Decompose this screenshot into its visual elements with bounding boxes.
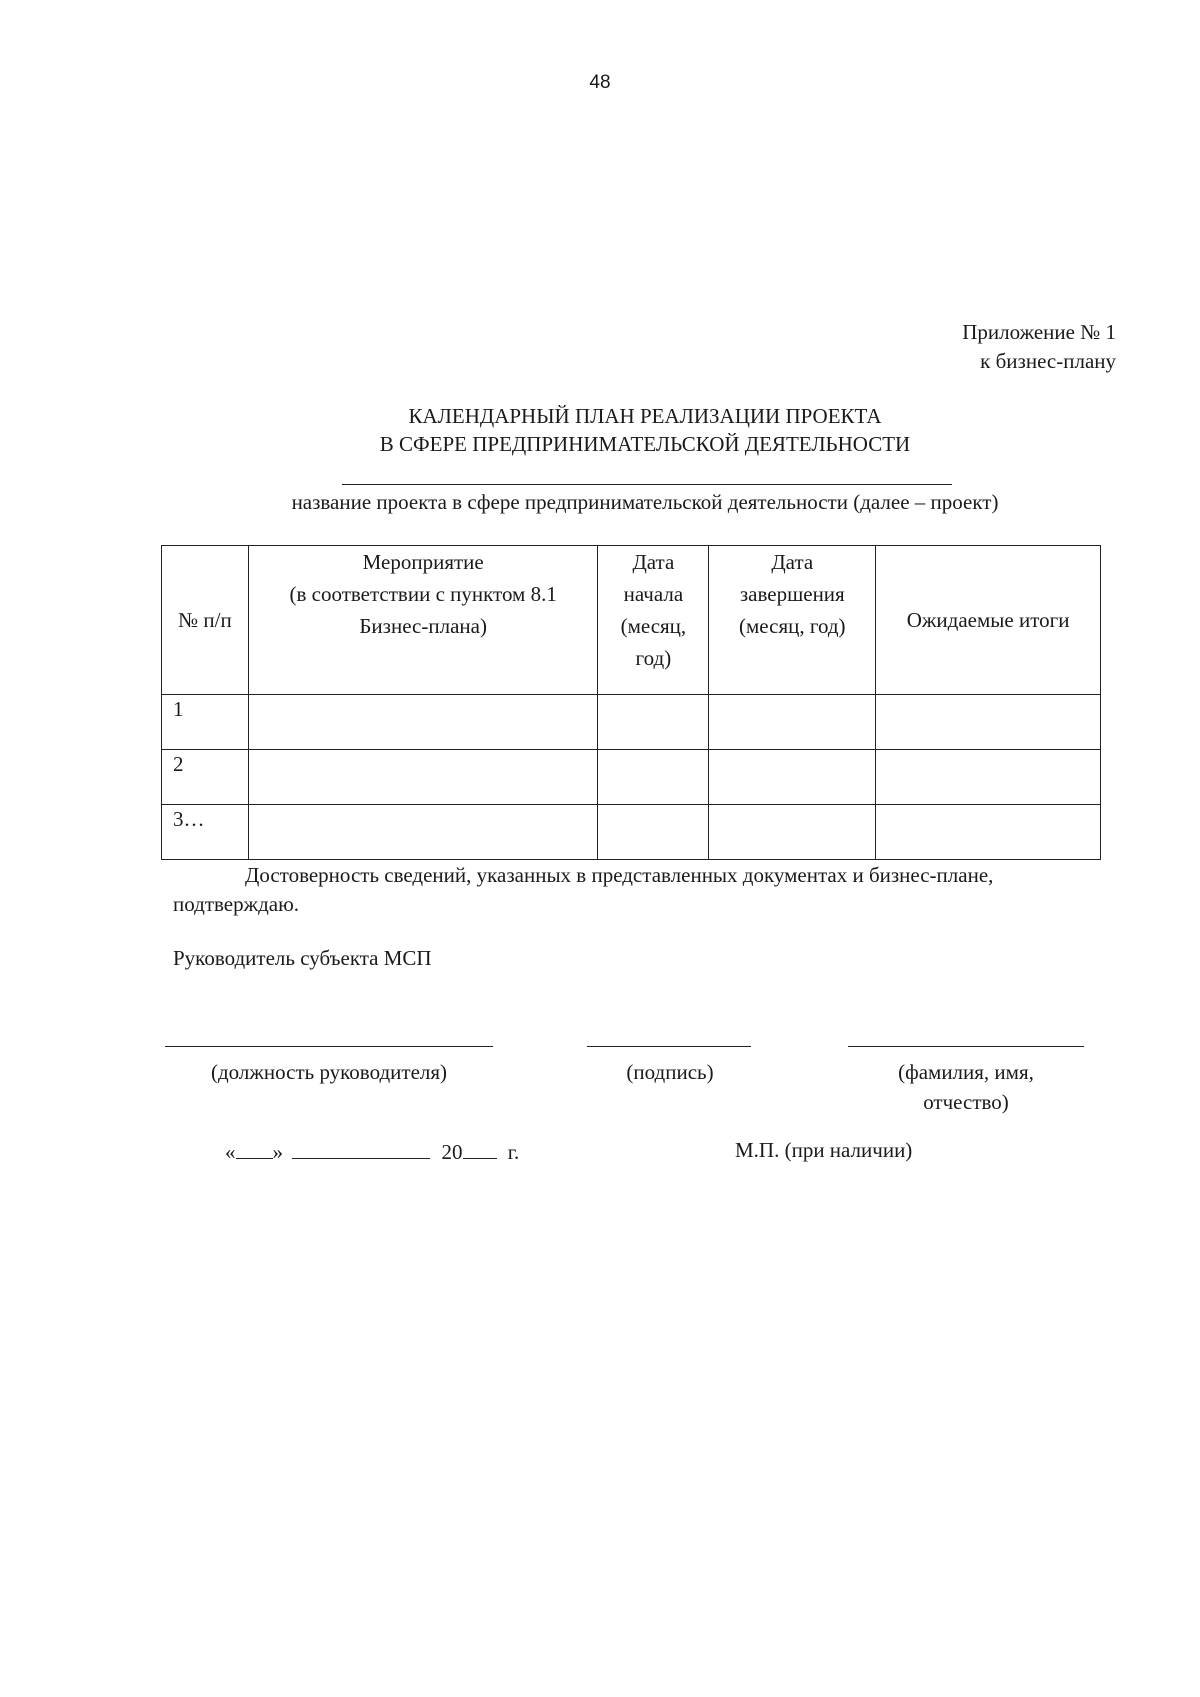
signature-line[interactable] — [587, 1046, 751, 1047]
stamp-label: М.П. (при наличии) — [735, 1138, 913, 1162]
event-cell[interactable] — [248, 695, 598, 750]
page-number: 48 — [589, 72, 611, 93]
results-cell[interactable] — [876, 805, 1101, 860]
start-date-cell[interactable] — [598, 750, 709, 805]
month-blank[interactable] — [292, 1138, 430, 1159]
header-start-date: Дата начала (месяц, год) — [598, 546, 709, 695]
certification-line-2: подтверждаю. — [173, 892, 300, 916]
event-cell[interactable] — [248, 805, 598, 860]
title-line-2: В СФЕРЕ ПРЕДПРИНИМАТЕЛЬСКОЙ ДЕЯТЕЛЬНОСТИ — [379, 432, 911, 456]
date-open-quote: « — [225, 1140, 236, 1164]
header-num: № п/п — [162, 546, 249, 695]
certification-statement — [173, 861, 1118, 919]
signature-caption: (подпись) — [626, 1060, 714, 1084]
results-cell[interactable] — [876, 750, 1101, 805]
position-signature-line[interactable] — [165, 1046, 493, 1047]
end-date-cell[interactable] — [709, 750, 876, 805]
date-field — [225, 1138, 519, 1165]
full-name-signature-line[interactable] — [848, 1046, 1084, 1047]
table-row — [162, 805, 1101, 860]
start-date-cell[interactable] — [598, 695, 709, 750]
table-row — [162, 750, 1101, 805]
row-number: 2 — [162, 750, 249, 805]
event-cell[interactable] — [248, 750, 598, 805]
row-number: 3… — [162, 805, 249, 860]
table-row — [162, 695, 1101, 750]
head-label: Руководитель субъекта МСП — [173, 946, 432, 970]
appendix-line-2: к бизнес-плану — [980, 349, 1116, 373]
appendix-label — [962, 318, 1116, 376]
year-suffix: г. — [507, 1140, 520, 1164]
table-header-row — [162, 546, 1101, 695]
full-name-caption-line-2: отчество) — [923, 1090, 1009, 1114]
header-results: Ожидаемые итоги — [876, 546, 1101, 695]
title-line-1: КАЛЕНДАРНЫЙ ПЛАН РЕАЛИЗАЦИИ ПРОЕКТА — [408, 404, 882, 428]
full-name-caption — [850, 1057, 1082, 1117]
date-close-quote: » — [272, 1140, 283, 1164]
calendar-plan-table — [161, 545, 1101, 860]
certification-line-1: Достоверность сведений, указанных в представленных документах и бизнес-плане, — [245, 863, 994, 887]
document-title — [0, 402, 1200, 458]
header-event: Мероприятие (в соответствии с пунктом 8.1 Бизнес-плана) — [248, 546, 598, 695]
row-number: 1 — [162, 695, 249, 750]
project-name-caption: название проекта в сфере предпринимательской деятельности (далее – проект) — [291, 490, 999, 514]
appendix-line-1: Приложение № 1 — [962, 320, 1116, 344]
position-caption: (должность руководителя) — [210, 1060, 448, 1084]
end-date-cell[interactable] — [709, 805, 876, 860]
results-cell[interactable] — [876, 695, 1101, 750]
full-name-caption-line-1: (фамилия, имя, — [898, 1060, 1034, 1084]
year-prefix: 20 — [441, 1140, 463, 1164]
day-blank[interactable] — [236, 1138, 273, 1159]
start-date-cell[interactable] — [598, 805, 709, 860]
project-name-line[interactable] — [342, 484, 952, 485]
header-end-date: Дата завершения (месяц, год) — [709, 546, 876, 695]
year-blank[interactable] — [463, 1138, 497, 1159]
end-date-cell[interactable] — [709, 695, 876, 750]
